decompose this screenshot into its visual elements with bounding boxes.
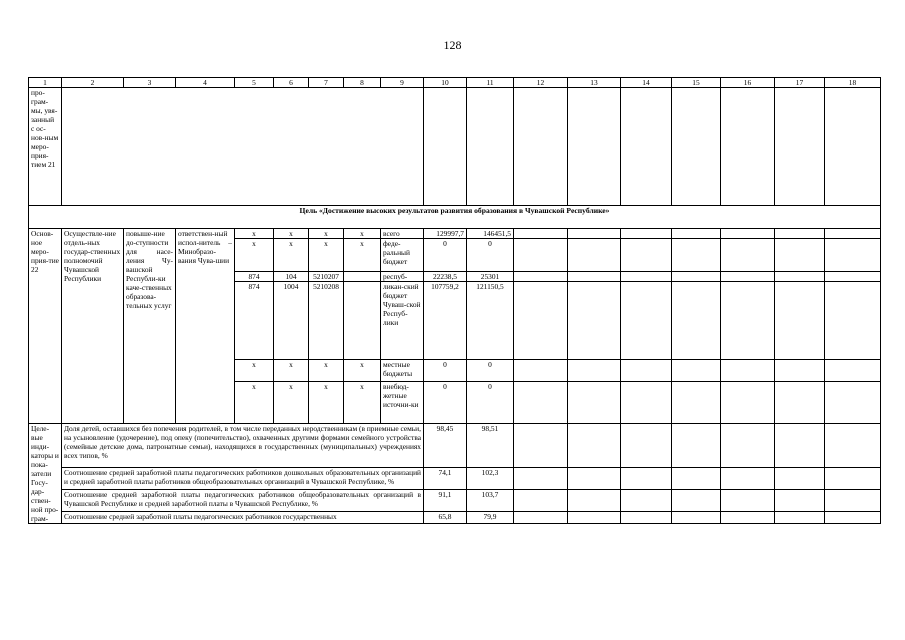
header-cell: 12: [514, 78, 568, 88]
header-cell: 4: [176, 78, 235, 88]
empty-cell: [825, 382, 881, 424]
target-code: x: [309, 360, 344, 382]
header-cell: 16: [721, 78, 775, 88]
indicator-text: Соотношение средней заработной платы педагогических работников дошкольных образовательных организаций и средней заработной платы работников общеобразовательных организаций в Чувашской Республике, %: [62, 467, 424, 489]
empty-cell: [775, 512, 825, 524]
indicator-value-col10: 65,8: [424, 512, 467, 524]
section-code: x: [274, 360, 309, 382]
subprogram-label: про-грам-мы, увя-занный с ос-нов-ным меро-прия-тием 21: [29, 88, 62, 206]
value-col10: 0: [424, 360, 467, 382]
empty-cell: [775, 424, 825, 468]
empty-cell: [568, 360, 621, 382]
empty-cell: [672, 272, 721, 282]
indicator-row: [29, 467, 881, 489]
empty-cell: [514, 489, 568, 511]
empty-cell: [621, 229, 672, 239]
empty-cell: [621, 272, 672, 282]
empty-cell: [775, 489, 825, 511]
expense-code: x: [344, 382, 381, 424]
indicators-label: Целе-вые инди-каторы и пока-затели Госу-дар-ствен-ной про-грам-: [29, 424, 62, 524]
empty-cell: [672, 229, 721, 239]
empty-cell: [721, 272, 775, 282]
indicator-value-col11: 103,7: [467, 489, 514, 511]
indicator-value-col10: 98,45: [424, 424, 467, 468]
grbs-code: x: [235, 360, 274, 382]
funding-source: местные бюджеты: [381, 360, 424, 382]
empty-cell: [721, 88, 775, 206]
empty-cell: [568, 272, 621, 282]
empty-cell: [825, 229, 881, 239]
empty-cell: [621, 282, 672, 360]
indicator-row: [29, 424, 881, 468]
value-col10: 107759,2: [424, 282, 467, 360]
empty-cell: [721, 229, 775, 239]
funding-source: всего: [381, 229, 424, 239]
header-cell: 14: [621, 78, 672, 88]
empty-cell: [775, 88, 825, 206]
empty-cell: [568, 512, 621, 524]
page-number: 128: [443, 38, 462, 52]
grbs-code: 874: [235, 272, 274, 282]
funding-source: внебюд-жетные источни-ки: [381, 382, 424, 424]
empty-cell: [721, 360, 775, 382]
value-col11: 25301: [467, 272, 514, 282]
empty-cell: [825, 88, 881, 206]
main-event-executor: ответствен-ный испол-нитель – Минобразо-вания Чува-шии: [176, 229, 235, 424]
grbs-code: x: [235, 239, 274, 272]
empty-cell: [775, 229, 825, 239]
header-cell: 5: [235, 78, 274, 88]
main-event-description: Осуществле-ние отдель-ных государ-ственных полномочий Чувашской Республики: [62, 229, 124, 424]
empty-cell: [721, 382, 775, 424]
empty-cell: [825, 489, 881, 511]
indicator-text: Соотношение средней заработной платы педагогических работников государственных: [62, 512, 424, 524]
expense-code: [344, 282, 381, 360]
header-cell: 18: [825, 78, 881, 88]
funding-source: феде-ральный бюджет: [381, 239, 424, 272]
header-cell: 13: [568, 78, 621, 88]
funding-source: ликан-ский бюджет Чуваш-ской Респуб-лики: [381, 282, 424, 360]
empty-cell: [467, 88, 514, 206]
empty-cell: [568, 239, 621, 272]
expense-code: x: [344, 229, 381, 239]
header-cell: 8: [344, 78, 381, 88]
empty-cell: [621, 512, 672, 524]
goal-row: [29, 206, 881, 229]
section-code: x: [274, 239, 309, 272]
indicator-value-col10: 91,1: [424, 489, 467, 511]
grbs-code: x: [235, 229, 274, 239]
grbs-code: 874: [235, 282, 274, 360]
empty-cell: [514, 239, 568, 272]
empty-cell: [62, 88, 424, 206]
program-table: [28, 77, 881, 524]
section-code: 1004: [274, 282, 309, 360]
section-code: 104: [274, 272, 309, 282]
empty-cell: [672, 382, 721, 424]
empty-cell: [672, 360, 721, 382]
target-code: 5210208: [309, 282, 344, 360]
empty-cell: [825, 512, 881, 524]
empty-cell: [825, 360, 881, 382]
column-header-row: [29, 78, 881, 88]
indicator-text: Соотношение средней заработной платы педагогических работников общеобразовательных организаций в Чувашской Республике и средней заработной платы в Чувашской Республике, %: [62, 489, 424, 511]
target-code: 5210207: [309, 272, 344, 282]
value-col10: 129997,7: [424, 229, 467, 239]
empty-cell: [775, 360, 825, 382]
empty-cell: [568, 467, 621, 489]
empty-cell: [672, 88, 721, 206]
header-cell: 17: [775, 78, 825, 88]
target-code: x: [309, 239, 344, 272]
value-col10: 22238,5: [424, 272, 467, 282]
value-col11: 0: [467, 360, 514, 382]
indicator-text: Доля детей, оставшихся без попечения родителей, в том числе переданных неродственникам (в приемные семьи, на усыновление (удочерение), под опеку (попечительство), охваченных другими формами семейного устройства (семейные детские дома, патронатные семьи), находящихся в государственных (муниципальных) учреждениях всех типов, %: [62, 424, 424, 468]
empty-cell: [825, 424, 881, 468]
value-col11: 0: [467, 382, 514, 424]
header-cell: 6: [274, 78, 309, 88]
empty-cell: [825, 467, 881, 489]
table-row-continued: [29, 88, 881, 206]
target-code: x: [309, 229, 344, 239]
empty-cell: [568, 88, 621, 206]
empty-cell: [514, 282, 568, 360]
empty-cell: [825, 272, 881, 282]
empty-cell: [514, 424, 568, 468]
empty-cell: [568, 489, 621, 511]
empty-cell: [775, 282, 825, 360]
empty-cell: [568, 282, 621, 360]
empty-cell: [568, 229, 621, 239]
main-event-name: Основ-ное меро-прия-тие 22: [29, 229, 62, 424]
empty-cell: [621, 489, 672, 511]
empty-cell: [775, 239, 825, 272]
goal-title: Цель «Достижение высоких результатов развития образования в Чувашской Республике»: [29, 206, 881, 229]
empty-cell: [514, 88, 568, 206]
empty-cell: [775, 272, 825, 282]
empty-cell: [672, 467, 721, 489]
empty-cell: [621, 88, 672, 206]
empty-cell: [514, 382, 568, 424]
expense-code: x: [344, 239, 381, 272]
empty-cell: [672, 512, 721, 524]
header-cell: 1: [29, 78, 62, 88]
empty-cell: [424, 88, 467, 206]
empty-cell: [621, 382, 672, 424]
empty-cell: [721, 489, 775, 511]
section-code: x: [274, 382, 309, 424]
indicator-value-col10: 74,1: [424, 467, 467, 489]
grbs-code: x: [235, 382, 274, 424]
empty-cell: [621, 360, 672, 382]
header-cell: 11: [467, 78, 514, 88]
empty-cell: [621, 239, 672, 272]
empty-cell: [672, 424, 721, 468]
empty-cell: [721, 282, 775, 360]
header-cell: 15: [672, 78, 721, 88]
indicator-value-col11: 98,51: [467, 424, 514, 468]
empty-cell: [621, 467, 672, 489]
empty-cell: [672, 489, 721, 511]
empty-cell: [514, 360, 568, 382]
empty-cell: [721, 424, 775, 468]
value-col11: 0: [467, 239, 514, 272]
main-event-purpose: повыше-ние до-ступности для насе-ления Чу-вашской Республи-ки каче-ственных образова-тельных услуг: [124, 229, 176, 424]
header-cell: 7: [309, 78, 344, 88]
header-cell: 2: [62, 78, 124, 88]
expense-code: [344, 272, 381, 282]
empty-cell: [672, 282, 721, 360]
empty-cell: [721, 512, 775, 524]
funding-source: респуб-: [381, 272, 424, 282]
empty-cell: [721, 239, 775, 272]
empty-cell: [514, 272, 568, 282]
empty-cell: [825, 239, 881, 272]
indicator-row: [29, 512, 881, 524]
value-col10: 0: [424, 239, 467, 272]
indicator-row: [29, 489, 881, 511]
value-col11: 146451,5: [467, 229, 514, 239]
empty-cell: [775, 382, 825, 424]
indicator-value-col11: 79,9: [467, 512, 514, 524]
section-code: x: [274, 229, 309, 239]
table-row: [29, 229, 881, 239]
empty-cell: [775, 467, 825, 489]
target-code: x: [309, 382, 344, 424]
empty-cell: [514, 467, 568, 489]
header-cell: 9: [381, 78, 424, 88]
indicator-value-col11: 102,3: [467, 467, 514, 489]
empty-cell: [825, 282, 881, 360]
expense-code: x: [344, 360, 381, 382]
empty-cell: [672, 239, 721, 272]
empty-cell: [721, 467, 775, 489]
empty-cell: [514, 229, 568, 239]
empty-cell: [568, 382, 621, 424]
header-cell: 10: [424, 78, 467, 88]
empty-cell: [621, 424, 672, 468]
header-cell: 3: [124, 78, 176, 88]
value-col10: 0: [424, 382, 467, 424]
empty-cell: [514, 512, 568, 524]
value-col11: 121150,5: [467, 282, 514, 360]
empty-cell: [568, 424, 621, 468]
